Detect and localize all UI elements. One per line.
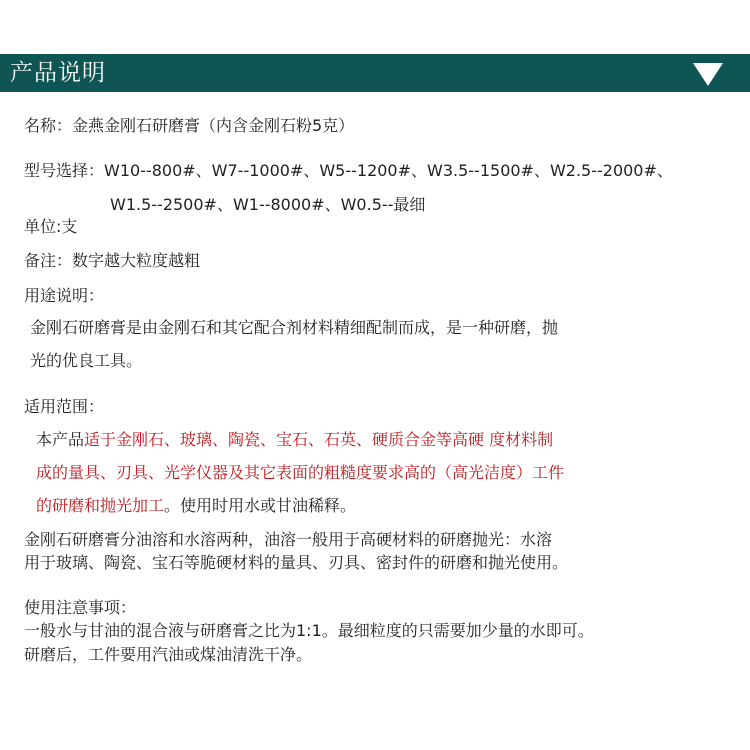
product-name: 名称：金燕金刚石研磨膏（内含金刚石粉5克）	[24, 116, 355, 135]
usage-line-1: 金刚石研磨膏是由金刚石和其它配合剂材料精细配制而成，是一种研磨，抛	[30, 318, 559, 337]
note-text: 备注：数字越大粒度越粗	[24, 251, 201, 270]
types-line-2: 用于玻璃、陶瓷、宝石等脆硬材料的量具、刃具、密封件的研磨和抛光使用。	[24, 553, 569, 572]
scope-line-1	[36, 429, 553, 451]
scope-line-1-prefix: 本产品	[36, 430, 85, 449]
model-options-line-1: 型号选择：W10--800#、W7--1000#、W5--1200#、W3.5--1500#、W2.5--2000#、	[24, 161, 673, 180]
scope-title: 适用范围：	[24, 397, 105, 416]
usage-line-2: 光的优良工具。	[30, 351, 143, 370]
triangle-down-icon[interactable]	[693, 63, 723, 86]
scope-line-3-rest: 。使用时用水或甘油稀释。	[164, 496, 357, 515]
precautions-title: 使用注意事项：	[24, 598, 137, 617]
section-header	[0, 54, 750, 92]
scope-line-3	[36, 495, 356, 517]
model-options-line-2: W1.5--2500#、W1--8000#、W0.5--最细	[110, 195, 426, 214]
precautions-line-2: 研磨后，工件要用汽油或煤油清洗干净。	[24, 645, 313, 664]
scope-line-3-highlight: 的研磨和抛光加工	[36, 496, 165, 515]
scope-line-1-highlight: 适于金刚石、玻璃、陶瓷、宝石、石英、硬质合金等高硬 度材料制	[84, 430, 554, 449]
unit-text: 单位:支	[24, 217, 78, 236]
scope-line-2-highlight: 成的量具、刃具、光学仪器及其它表面的粗糙度要求高的（高光洁度）工件	[36, 463, 565, 482]
types-line-1: 金刚石研磨膏分油溶和水溶两种，油溶一般用于高硬材料的研磨抛光：水溶	[24, 530, 553, 549]
usage-title: 用途说明：	[24, 286, 105, 305]
section-title: 产品说明	[10, 60, 106, 86]
precautions-line-1: 一般水与甘油的混合液与研磨膏之比为1:1。最细粒度的只需要加少量的水即可。	[24, 621, 594, 640]
